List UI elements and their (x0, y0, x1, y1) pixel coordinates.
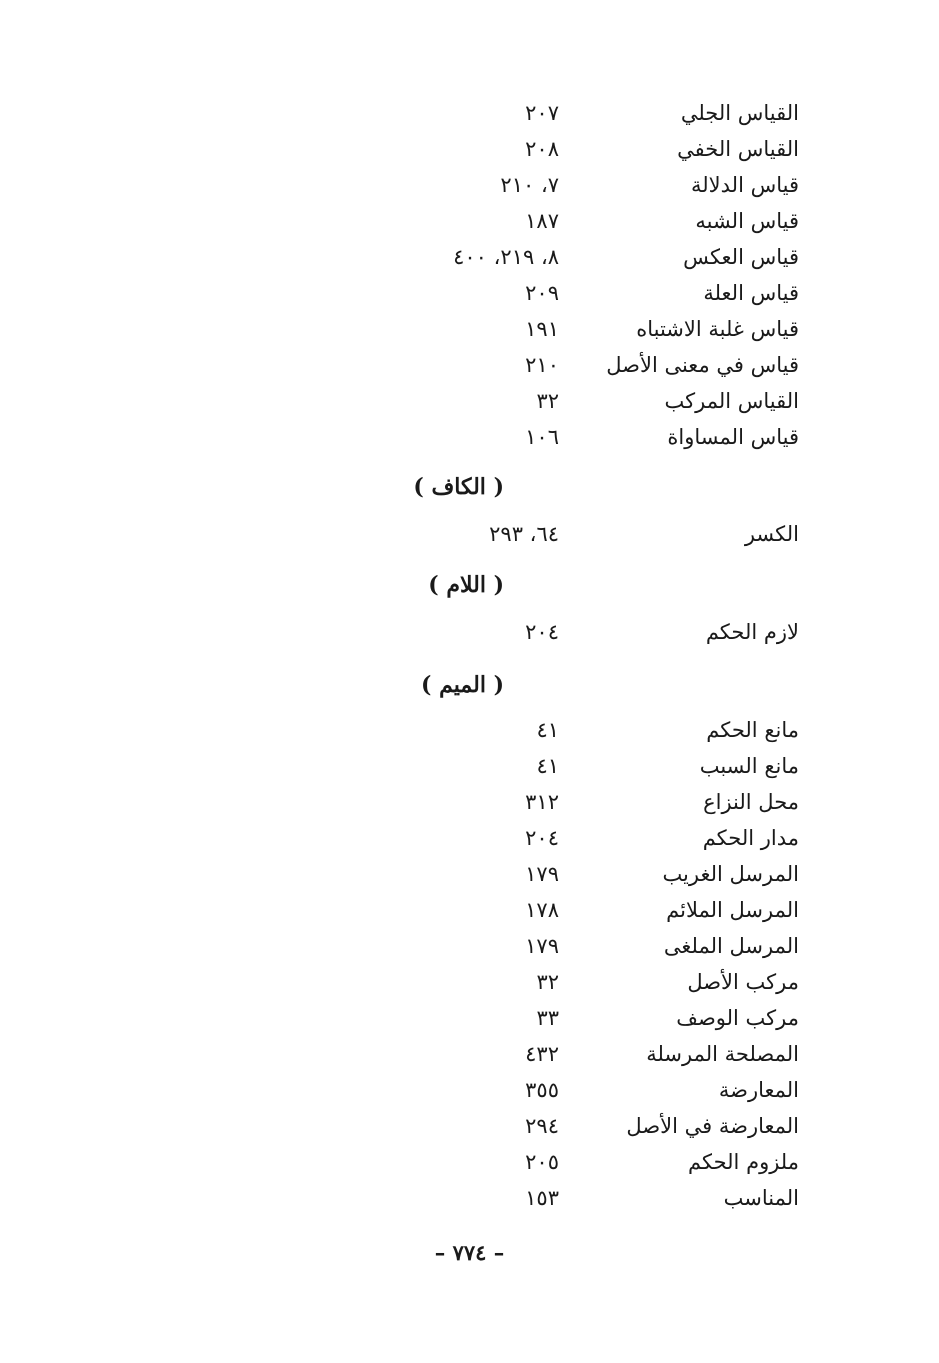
index-entry (0, 1145, 939, 1179)
index-entry (0, 1073, 939, 1107)
index-term: المصلحة المرسلة (646, 1042, 799, 1066)
section-heading: ( اللام ) (428, 572, 504, 598)
index-term: قياس العلة (703, 281, 799, 305)
index-pages: ١٧٩ (525, 862, 559, 886)
index-entry (0, 420, 939, 454)
index-entry (0, 857, 939, 891)
index-term: قياس العكس (683, 245, 799, 269)
index-term: المناسب (723, 1186, 799, 1210)
index-term: المرسل الملغى (663, 934, 799, 958)
section-heading: ( الميم ) (421, 672, 504, 698)
index-entry (0, 1181, 939, 1215)
index-term: قياس غلبة الاشتباه (636, 317, 799, 341)
index-pages: ٧، ٢١٠ (500, 173, 559, 197)
index-term: مركب الوصف (676, 1006, 799, 1030)
index-term: مدار الحكم (702, 826, 799, 850)
index-entry (0, 132, 939, 166)
index-term: الكسر (744, 522, 799, 546)
index-pages: ٢١٠ (525, 353, 559, 377)
index-pages: ٢٠٨ (525, 137, 559, 161)
index-pages: ٨، ٢١٩، ٤٠٠ (453, 245, 559, 269)
index-pages: ٢٠٤ (525, 620, 559, 644)
index-entry (0, 204, 939, 238)
index-term: قياس الشبه (695, 209, 799, 233)
index-term: لازم الحكم (705, 620, 799, 644)
index-entry (0, 785, 939, 819)
index-term: مانع السبب (699, 754, 799, 778)
index-term: قياس في معنى الأصل (606, 353, 799, 377)
index-entry (0, 168, 939, 202)
index-term: قياس الدلالة (691, 173, 799, 197)
index-entry (0, 348, 939, 382)
index-pages: ٣١٢ (525, 790, 559, 814)
index-term: المعارضة في الأصل (626, 1114, 799, 1138)
index-entry (0, 893, 939, 927)
index-pages: ٢٠٤ (525, 826, 559, 850)
index-pages: ٢٠٥ (525, 1150, 559, 1174)
index-term: قياس المساواة (667, 425, 799, 449)
index-pages: ٢٠٧ (525, 101, 559, 125)
index-pages: ١٠٦ (525, 425, 559, 449)
index-pages: ١٧٩ (525, 934, 559, 958)
index-term: محل النزاع (703, 790, 799, 814)
index-pages: ٣٢ (536, 970, 559, 994)
index-pages: ٤١ (536, 754, 559, 778)
index-pages: ١٩١ (525, 317, 559, 341)
index-term: القياس الجلي (680, 101, 799, 125)
index-entry (0, 276, 939, 310)
index-term: المرسل الملائم (666, 898, 799, 922)
index-entry (0, 1109, 939, 1143)
index-pages: ١٧٨ (525, 898, 559, 922)
index-pages: ٤٣٢ (525, 1042, 559, 1066)
index-pages: ٢٠٩ (525, 281, 559, 305)
index-entry (0, 384, 939, 418)
index-term: القياس الخفي (677, 137, 799, 161)
index-entry (0, 240, 939, 274)
index-entry (0, 821, 939, 855)
index-pages: ٣٢ (536, 389, 559, 413)
index-pages: ٤١ (536, 718, 559, 742)
index-pages: ١٨٧ (525, 209, 559, 233)
index-entry (0, 312, 939, 346)
index-entry (0, 965, 939, 999)
index-entry (0, 615, 939, 649)
index-term: القياس المركب (664, 389, 799, 413)
index-entry (0, 749, 939, 783)
index-term: المرسل الغريب (662, 862, 799, 886)
index-pages: ٣٥٥ (525, 1078, 559, 1102)
index-pages: ٢٩٤ (525, 1114, 559, 1138)
index-term: مانع الحكم (706, 718, 799, 742)
index-pages: ١٥٣ (525, 1186, 559, 1210)
index-entry (0, 517, 939, 551)
section-heading: ( الكاف ) (413, 474, 504, 500)
index-entry (0, 96, 939, 130)
index-entry (0, 713, 939, 747)
index-pages: ٣٣ (536, 1006, 559, 1030)
index-entry (0, 929, 939, 963)
index-term: ملزوم الحكم (688, 1150, 799, 1174)
index-pages: ٦٤، ٢٩٣ (489, 522, 559, 546)
index-term: مركب الأصل (687, 970, 799, 994)
index-term: المعارضة (718, 1078, 799, 1102)
index-entry (0, 1037, 939, 1071)
index-entry (0, 1001, 939, 1035)
page-number: – ٧٧٤ – (434, 1240, 505, 1265)
